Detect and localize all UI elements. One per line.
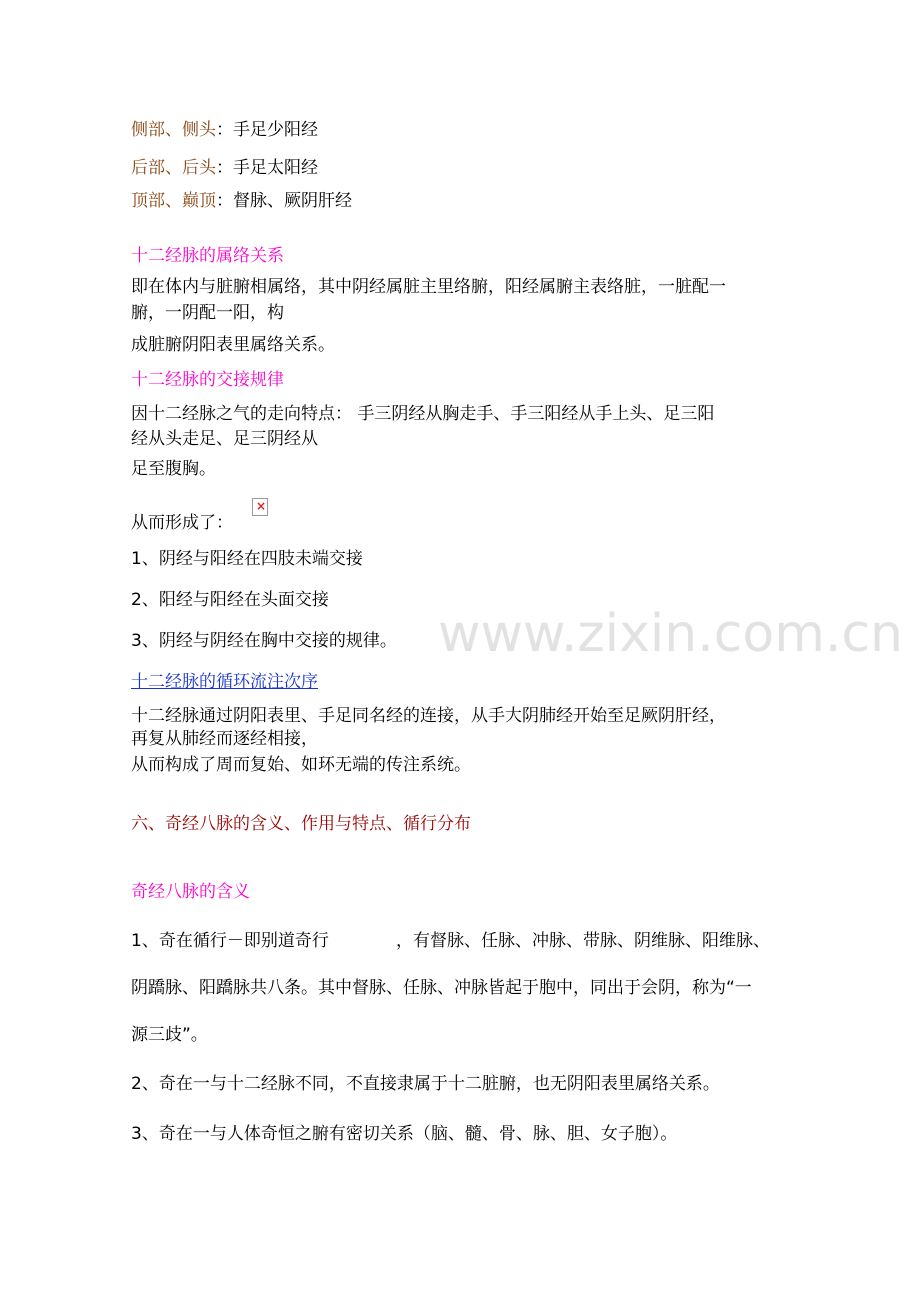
meaning-p1-b: ，有督脉、任脉、冲脉、带脉、阴维脉、阳维脉、 — [396, 931, 770, 951]
heading-circulation-link[interactable]: 十二经脉的循环流注次序 — [131, 672, 318, 692]
head-line-top — [131, 190, 352, 212]
label-top: 顶部、巅顶 — [131, 191, 216, 211]
meaning-p1-line3: 源三歧”。 — [131, 1025, 208, 1045]
text-top: ：督脉、厥阴肝经 — [216, 191, 352, 211]
heading-belong: 十二经脉的属络关系 — [131, 246, 284, 266]
meaning-p2: 2、奇在一与十二经脉不同，不直接隶属于十二脏腑，也无阴阳表里属络关系。 — [131, 1074, 720, 1094]
belong-line-3: 成脏腑阴阳表里属络关系。 — [131, 335, 335, 355]
heading-meaning: 奇经八脉的含义 — [131, 882, 250, 902]
junction-item-1: 1、阴经与阳经在四肢未端交接 — [131, 549, 363, 569]
junction-line-3: 足至腹胸。 — [131, 459, 216, 479]
broken-image-icon: × — [252, 498, 268, 516]
junction-item-2: 2、阳经与阳经在头面交接 — [131, 590, 329, 610]
chapter-six-heading: 六、奇经八脉的含义、作用与特点、循行分布 — [131, 814, 471, 834]
heading-junction: 十二经脉的交接规律 — [131, 370, 284, 390]
junction-form: 从而形成了： — [131, 513, 233, 533]
circulation-line-2: 再复从肺经而逐经相接， — [131, 729, 318, 749]
belong-line-2: 腑，一阴配一阳，构 — [131, 303, 284, 323]
label-back: 后部、后头 — [131, 158, 216, 178]
meaning-p1-line2: 阴蹻脉、阳蹻脉共八条。其中督脉、任脉、冲脉皆起于胞中，同出于会阴，称为“一 — [131, 978, 752, 998]
meaning-p1-a: 1、奇在循行－即别道奇行 — [131, 931, 329, 951]
junction-item-3: 3、阴经与阴经在胸中交接的规律。 — [131, 631, 397, 651]
label-side: 侧部、侧头 — [131, 120, 216, 140]
belong-line-1: 即在体内与脏腑相属络，其中阴经属脏主里络腑，阳经属腑主表络脏，一脏配一 — [131, 277, 726, 297]
junction-line-1: 因十二经脉之气的走向特点： 手三阴经从胸走手、手三阳经从手上头、足三阳 — [131, 404, 715, 424]
text-side: ：手足少阳经 — [216, 120, 318, 140]
circulation-line-1: 十二经脉通过阴阳表里、手足同名经的连接，从手大阴肺经开始至足厥阴肝经， — [131, 706, 726, 726]
head-line-side — [131, 119, 318, 141]
watermark: www.zixin.com.cn — [438, 604, 903, 664]
head-line-back — [131, 157, 318, 179]
meaning-p3: 3、奇在一与人体奇恒之腑有密切关系（脑、髓、骨、脉、胆、女子胞）。 — [131, 1124, 678, 1144]
text-back: ：手足太阳经 — [216, 158, 318, 178]
junction-line-2: 经从头走足、足三阴经从 — [131, 429, 318, 449]
circulation-line-3: 从而构成了周而复始、如环无端的传注系统。 — [131, 755, 471, 775]
